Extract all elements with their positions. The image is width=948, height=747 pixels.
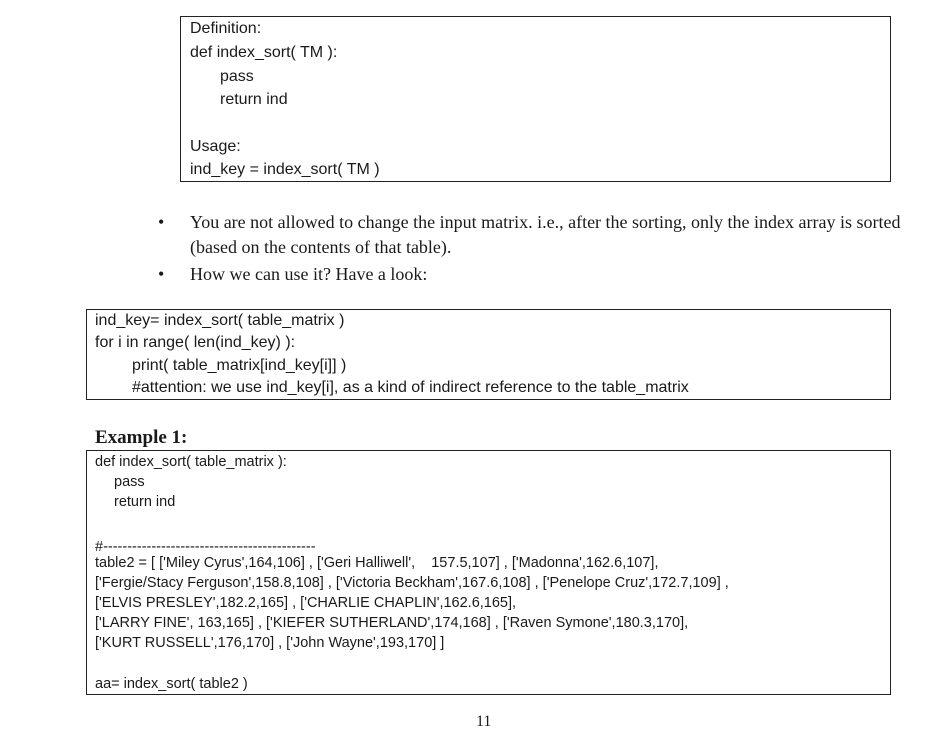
bullet-text: How we can use it? Have a look: <box>190 264 428 284</box>
example-title: Example 1: <box>95 427 188 448</box>
bullet-text: You are not allowed to change the input matrix. i.e., after the sorting, only the index array is sorted (based on the contents of that table). <box>190 212 901 257</box>
table-line: ['ELVIS PRESLEY',182.2,165] , ['CHARLIE CHAPLIN',162.6,165], <box>95 595 517 611</box>
usage-call: ind_key = index_sort( TM ) <box>190 161 380 178</box>
example-code-box <box>86 450 891 695</box>
code-line: for i in range( len(ind_key) ): <box>95 334 296 351</box>
definition-signature: def index_sort( TM ): <box>190 44 338 61</box>
table-line: ['LARRY FINE', 163,165] , ['KIEFER SUTHERLAND',174,168] , ['Raven Symone',180.3,170], <box>95 615 689 631</box>
bullet-item <box>150 262 910 287</box>
usage-code-box <box>86 309 891 400</box>
usage-heading: Usage: <box>190 138 241 155</box>
code-line: print( table_matrix[ind_key[i]] ) <box>132 357 347 374</box>
table-line: ['Fergie/Stacy Ferguson',158.8,108] , ['Victoria Beckham',167.6,108] , ['Penelope Cruz',172.7,109] , <box>95 575 729 591</box>
bullet-dot-icon: • <box>158 264 165 284</box>
bullet-dot-icon: • <box>158 212 165 232</box>
code-line: def index_sort( table_matrix ): <box>95 454 287 470</box>
code-separator: #-------------------------------------------- <box>95 539 316 555</box>
definition-heading: Definition: <box>190 20 262 37</box>
bullet-list <box>150 210 910 289</box>
code-line: ind_key= index_sort( table_matrix ) <box>95 312 345 329</box>
table-line: ['KURT RUSSELL',176,170] , ['John Wayne',193,170] ] <box>95 635 445 651</box>
code-line: return ind <box>114 494 176 510</box>
definition-pass: pass <box>220 68 254 85</box>
code-line: aa= index_sort( table2 ) <box>95 676 248 692</box>
code-comment: #attention: we use ind_key[i], as a kind of indirect reference to the table_matrix <box>132 379 689 396</box>
definition-return: return ind <box>220 91 288 108</box>
bullet-item <box>150 210 910 260</box>
page-number: 11 <box>476 713 492 730</box>
code-line: pass <box>114 474 145 490</box>
table-line: table2 = [ ['Miley Cyrus',164,106] , ['Geri Halliwell', 157.5,107] , ['Madonna',162.6,107], <box>95 555 659 571</box>
definition-code-box <box>180 16 891 182</box>
